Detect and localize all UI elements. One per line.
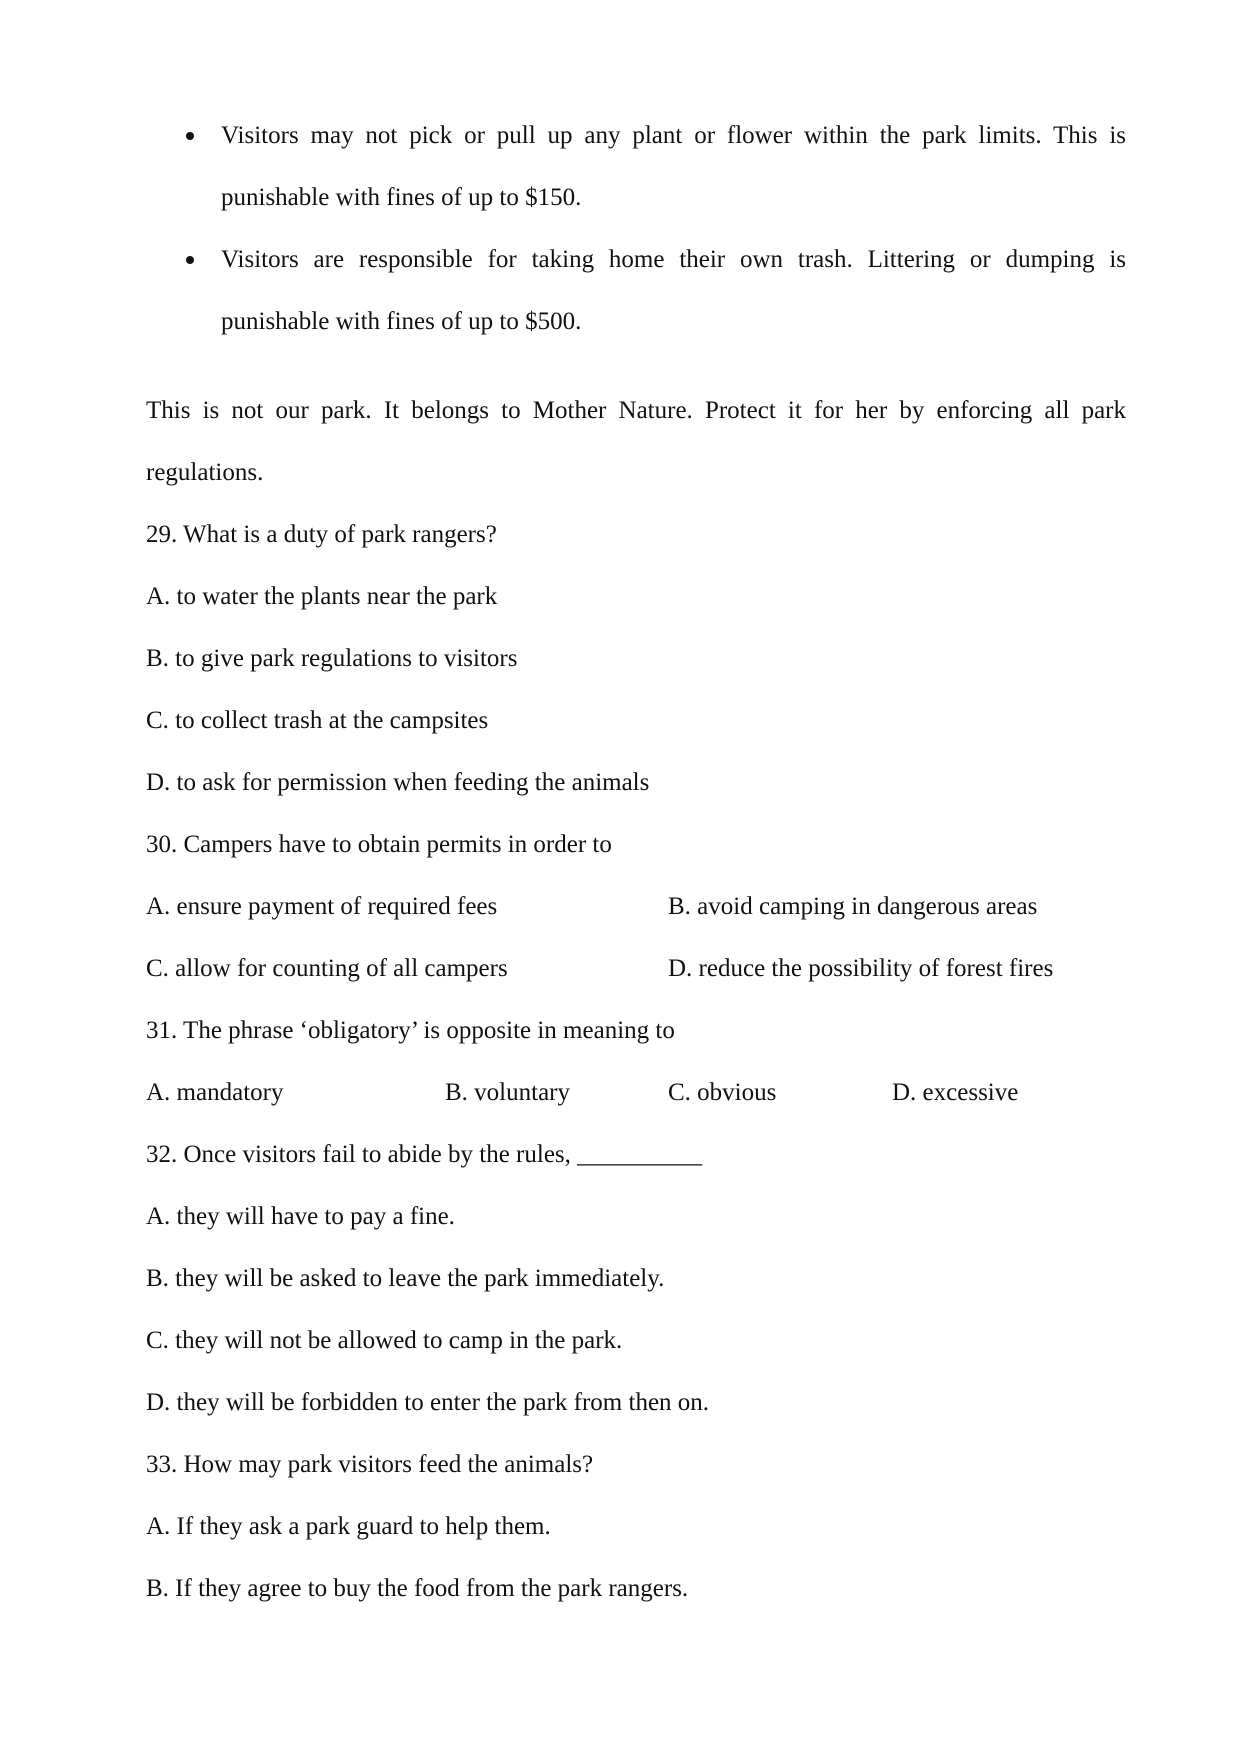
question-31-option-d: D. excessive [892, 1079, 1019, 1106]
question-31-option-c: C. obvious [668, 1079, 777, 1106]
question-33-option-b: B. If they agree to buy the food from the park rangers. [146, 1575, 689, 1602]
rule-2-line-2: punishable with fines of up to $500. [221, 308, 582, 335]
question-33-stem: 33. How may park visitors feed the animals? [146, 1451, 594, 1478]
bullet-dot [186, 256, 194, 264]
closing-line-1: This is not our park. It belongs to Mother Nature. Protect it for her by enforcing all park [146, 397, 1126, 424]
question-29-stem: 29. What is a duty of park rangers? [146, 521, 497, 548]
question-30-stem: 30. Campers have to obtain permits in order to [146, 831, 612, 858]
question-29-option-c: C. to collect trash at the campsites [146, 707, 489, 734]
question-31-option-b: B. voluntary [445, 1079, 570, 1106]
question-32-option-b: B. they will be asked to leave the park immediately. [146, 1265, 665, 1292]
question-32-option-a: A. they will have to pay a fine. [146, 1203, 455, 1230]
question-30-option-b: B. avoid camping in dangerous areas [668, 893, 1038, 920]
question-30-option-a: A. ensure payment of required fees [146, 893, 498, 920]
question-31-stem: 31. The phrase ‘obligatory’ is opposite in meaning to [146, 1017, 675, 1044]
question-32-option-d: D. they will be forbidden to enter the park from then on. [146, 1389, 710, 1416]
question-30-option-d: D. reduce the possibility of forest fires [668, 955, 1054, 982]
question-29-option-a: A. to water the plants near the park [146, 583, 498, 610]
rule-2-line-1: Visitors are responsible for taking home their own trash. Littering or dumping is [221, 246, 1126, 273]
question-29-option-b: B. to give park regulations to visitors [146, 645, 518, 672]
question-29-option-d: D. to ask for permission when feeding the animals [146, 769, 650, 796]
bullet-dot [186, 132, 194, 140]
question-33-option-a: A. If they ask a park guard to help them. [146, 1513, 551, 1540]
question-32-stem: 32. Once visitors fail to abide by the rules, __________ [146, 1141, 703, 1168]
rule-1-line-2: punishable with fines of up to $150. [221, 184, 582, 211]
question-30-option-c: C. allow for counting of all campers [146, 955, 508, 982]
rule-1-line-1: Visitors may not pick or pull up any plant or flower within the park limits. This is [221, 122, 1126, 149]
closing-line-2: regulations. [146, 459, 264, 486]
question-31-option-a: A. mandatory [146, 1079, 284, 1106]
question-32-option-c: C. they will not be allowed to camp in the park. [146, 1327, 623, 1354]
